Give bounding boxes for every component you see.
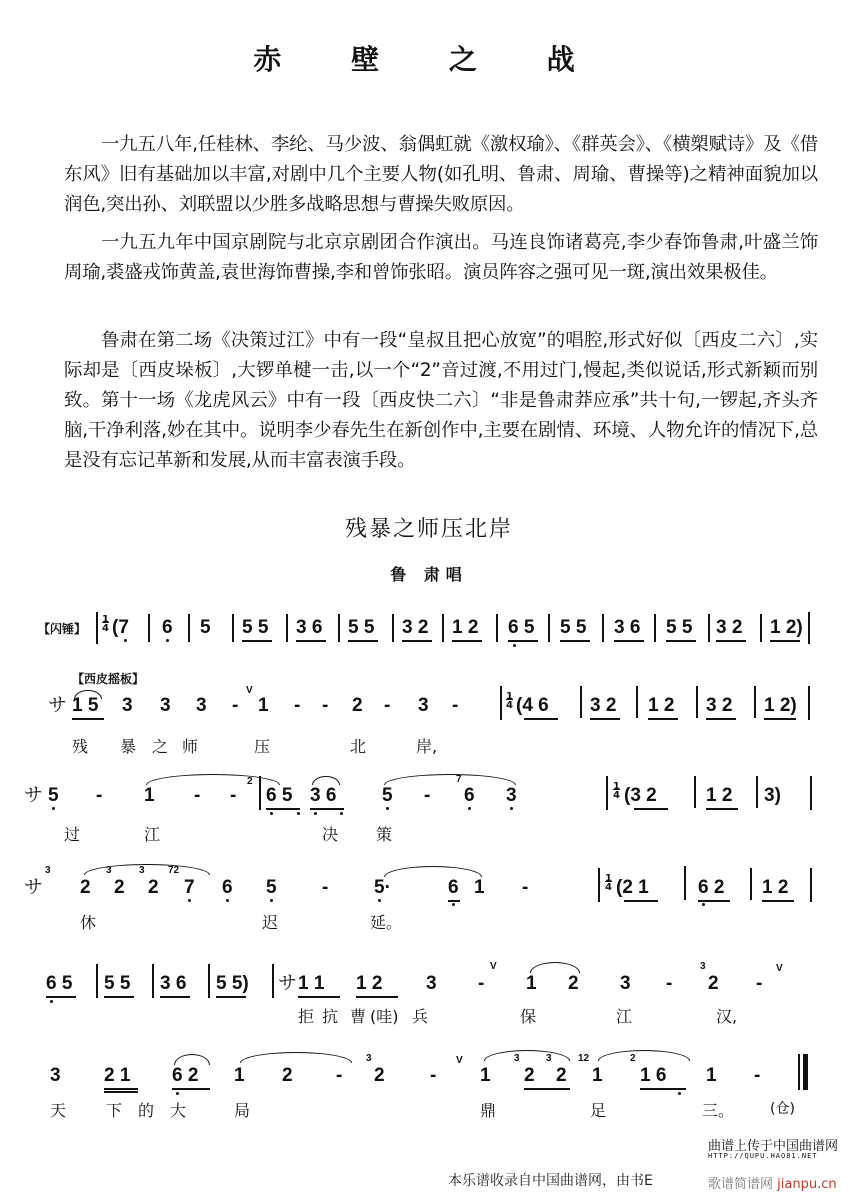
note: 1 5 <box>72 695 99 716</box>
lyric: 鼎 <box>480 1101 497 1120</box>
note: 6 2 <box>172 1065 199 1086</box>
underline <box>298 996 340 998</box>
barline <box>598 868 600 902</box>
barline <box>500 686 502 720</box>
lyric: 江 <box>616 1007 633 1026</box>
slur <box>484 1050 570 1061</box>
breath-mark: V <box>456 1055 463 1066</box>
note: 3 <box>160 695 171 716</box>
note: (4 6 <box>516 695 549 716</box>
low-octave-dot <box>340 812 343 815</box>
barline <box>708 614 710 642</box>
barline <box>694 776 696 808</box>
note: - <box>96 785 103 806</box>
underline <box>172 1088 210 1090</box>
note: 5 <box>266 877 277 898</box>
note: 1 2 <box>762 877 789 898</box>
underline <box>666 640 696 642</box>
note: 5 <box>48 785 59 806</box>
underline <box>356 996 398 998</box>
barline <box>96 612 98 644</box>
grace-note: 12 <box>578 1053 590 1064</box>
free-meter-sign: サ <box>24 877 44 898</box>
note: 1 2) <box>764 695 797 716</box>
barline <box>754 686 756 718</box>
grace-note: 3 <box>700 961 706 972</box>
grace-note: 3 <box>139 865 145 876</box>
note: 3 <box>620 973 631 994</box>
note: - <box>478 973 485 994</box>
singer-credit: 鲁 肃唱 <box>390 565 468 584</box>
note: 6 <box>464 785 475 806</box>
note: - <box>666 973 673 994</box>
note: 2 <box>148 877 159 898</box>
free-meter-sign: サ <box>24 785 44 806</box>
note: 5 <box>382 785 393 806</box>
low-octave-dot <box>378 899 381 902</box>
underline <box>640 1088 686 1090</box>
slur <box>312 776 340 785</box>
lyric: (哇) <box>370 1007 399 1026</box>
barline <box>232 614 234 642</box>
note: 2 <box>80 877 91 898</box>
underline <box>706 808 738 810</box>
lyric: 过 <box>64 825 81 844</box>
underline <box>624 900 658 902</box>
slur <box>530 962 580 973</box>
lyric: 残 <box>72 737 89 756</box>
note: 3 2 <box>716 617 743 638</box>
underline <box>448 900 460 902</box>
note: 6 <box>162 617 173 638</box>
low-octave-dot <box>176 1092 179 1095</box>
low-octave-dot <box>468 807 471 810</box>
underline <box>452 640 482 642</box>
barline <box>96 964 98 998</box>
note: 3 6 <box>310 785 337 806</box>
lyric: 决 <box>322 825 339 844</box>
note: - <box>424 785 431 806</box>
lyric: 汉, <box>716 1007 738 1026</box>
note: 5 5 <box>348 617 375 638</box>
note: 1 <box>706 1065 717 1086</box>
low-octave-dot <box>52 807 55 810</box>
note: 3 <box>122 695 133 716</box>
page-title: 赤 壁 之 战 <box>253 43 605 76</box>
note: 1 2 <box>706 785 733 806</box>
note: 1 <box>144 785 155 806</box>
barline <box>272 964 274 998</box>
note: 7 <box>184 877 195 898</box>
low-octave-dot <box>452 903 455 906</box>
final-barline-thick <box>803 1054 808 1090</box>
underline <box>46 996 76 998</box>
note: 2 <box>568 973 579 994</box>
barline <box>442 614 444 642</box>
barline <box>338 614 340 642</box>
note: 1 2 <box>452 617 479 638</box>
note: 1 <box>526 973 537 994</box>
breath-mark: V <box>246 685 253 696</box>
time-signature: 1 4 <box>613 781 620 801</box>
note: 3) <box>764 785 781 806</box>
breath-mark: V <box>490 961 497 972</box>
lyric: 足 <box>590 1101 607 1120</box>
barline <box>684 866 686 900</box>
underline <box>310 808 344 810</box>
footer-source-text: 本乐谱收录自中国曲谱网，由书E <box>448 1173 653 1189</box>
low-octave-dot <box>297 812 300 815</box>
underline <box>104 1091 138 1093</box>
lyric: 的 <box>138 1101 155 1120</box>
underline <box>524 718 558 720</box>
barline <box>654 614 656 642</box>
lyric: 天 <box>50 1101 67 1120</box>
underline <box>104 1088 138 1090</box>
underline <box>296 640 326 642</box>
underline <box>402 640 432 642</box>
low-octave-dot <box>188 899 191 902</box>
note: 1 2 <box>356 973 383 994</box>
note: - <box>194 785 201 806</box>
note: 6 <box>222 877 233 898</box>
time-signature: 1 4 <box>102 614 109 634</box>
note: - <box>322 695 329 716</box>
note: 3 6 <box>296 617 323 638</box>
slur <box>84 864 210 875</box>
note: - <box>384 695 391 716</box>
note: 6 <box>448 877 459 898</box>
lyric: 兵 <box>412 1007 429 1026</box>
note: (7 <box>112 617 129 638</box>
breath-mark: V <box>776 963 783 974</box>
lyric: 休 <box>80 913 97 932</box>
note: 5 5) <box>216 973 249 994</box>
note: 5· <box>374 877 391 898</box>
slur <box>384 774 516 785</box>
note: 6 2 <box>698 877 725 898</box>
barline <box>259 776 261 810</box>
note: 2 <box>524 1065 535 1086</box>
lyric: 师 <box>182 737 199 756</box>
underline <box>508 640 538 642</box>
low-octave-dot <box>270 899 273 902</box>
barline <box>756 776 758 808</box>
note: (3 2 <box>624 785 657 806</box>
underline <box>348 640 378 642</box>
note: 1 2) <box>770 617 803 638</box>
lyric: 拒 <box>298 1007 315 1026</box>
note: 2 1 <box>104 1065 131 1086</box>
lyric: 江 <box>144 825 161 844</box>
note: 5 5 <box>560 617 587 638</box>
barline <box>602 614 604 642</box>
underline <box>524 1088 570 1090</box>
note: - <box>336 1065 343 1086</box>
lyric: 大 <box>170 1101 187 1120</box>
low-octave-dot <box>702 903 705 906</box>
watermark-line-1: 曲谱上传于中国曲谱网 <box>708 1139 839 1154</box>
underline <box>590 718 620 720</box>
low-octave-dot <box>50 1000 53 1003</box>
note: 2 <box>556 1065 567 1086</box>
watermark-jianpu: 歌谱简谱网 jianpu.cn <box>708 1177 837 1192</box>
lyric: 策 <box>376 825 393 844</box>
note: - <box>756 973 763 994</box>
low-octave-dot <box>678 1092 681 1095</box>
low-octave-dot <box>124 639 127 642</box>
lyric: 暴 <box>120 737 137 756</box>
low-octave-dot <box>226 899 229 902</box>
underline <box>72 718 104 720</box>
note: 5 5 <box>666 617 693 638</box>
slur <box>598 1050 690 1061</box>
note: 1 6 <box>640 1065 667 1086</box>
barline <box>810 868 812 902</box>
low-octave-dot <box>270 812 273 815</box>
note: 6 5 <box>508 617 535 638</box>
underline <box>266 808 300 810</box>
note: 5 <box>200 617 211 638</box>
note: (2 1 <box>616 877 649 898</box>
paragraph-3: 鲁肃在第二场《决策过江》中有一段“皇叔且把心放宽”的唱腔,形式好似〔西皮二六〕,实际却是〔西皮垛板〕,大锣单楗一击,以一个“2”音过渡,不用过门,慢起,类似说话,形式新颖而别致。第十一场《龙虎风云》中有一段〔西皮快二六〕“非是鲁肃莽应承”共十句,一锣起,齐头齐脑,干净利落,妙在其中。说明李少春先生在新创作中,主要在剧情、环境、人物允许的情况下,总是没有忘记革新和发展,从而丰富表演手段。 <box>64 330 818 471</box>
underline <box>706 718 736 720</box>
lyric: 岸, <box>416 737 438 756</box>
note: 2 <box>374 1065 385 1086</box>
barline <box>750 868 752 900</box>
lyric: 下 <box>106 1101 123 1120</box>
slur <box>174 1054 210 1065</box>
note: 5 5 <box>104 973 131 994</box>
barline <box>606 776 608 810</box>
note: 2 <box>114 877 125 898</box>
barline <box>148 614 150 642</box>
grace-note: 3 <box>45 865 51 876</box>
barline <box>636 686 638 718</box>
underline <box>648 718 678 720</box>
note: 3 6 <box>160 973 187 994</box>
note: 1 <box>234 1065 245 1086</box>
time-signature: 1 4 <box>506 691 513 711</box>
underline <box>770 640 800 642</box>
note: 3 2 <box>590 695 617 716</box>
note: 3 2 <box>706 695 733 716</box>
underline <box>634 808 668 810</box>
intro-tag: 【闪锤】 <box>38 622 87 636</box>
grace-note: 3 <box>546 1053 552 1064</box>
note: - <box>322 877 329 898</box>
note: 3 6 <box>614 617 641 638</box>
barline <box>580 686 582 718</box>
note: 3 2 <box>402 617 429 638</box>
watermark-url: HTTP://QUPU.HAO81.NET <box>708 1152 818 1160</box>
note: - <box>452 695 459 716</box>
note: 5 5 <box>242 617 269 638</box>
lyric: 压 <box>254 737 271 756</box>
slur <box>240 1052 352 1063</box>
note: 2 <box>282 1065 293 1086</box>
note: 6 5 <box>266 785 293 806</box>
time-signature: 1 4 <box>605 873 612 893</box>
barline <box>808 686 810 720</box>
lyric: 之 <box>152 737 169 756</box>
note: - <box>754 1065 761 1086</box>
barline <box>208 964 210 998</box>
underline <box>104 996 134 998</box>
low-octave-dot <box>513 644 516 647</box>
final-barline-thin <box>798 1054 800 1090</box>
barline <box>810 776 812 810</box>
barline <box>760 614 762 642</box>
barline <box>286 614 288 642</box>
low-octave-dot <box>510 807 513 810</box>
note: 3 <box>506 785 517 806</box>
note: 3 <box>196 695 207 716</box>
lyric: (仓) <box>770 1101 795 1117</box>
barline <box>188 614 190 642</box>
grace-note: 3 <box>366 1053 372 1064</box>
note: 1 <box>592 1065 603 1086</box>
free-meter-sign: サ <box>48 695 68 716</box>
note: 2 <box>352 695 363 716</box>
lyric: 局 <box>234 1101 251 1120</box>
barline <box>808 612 810 644</box>
barline <box>548 614 550 642</box>
grace-note: 3 <box>106 865 112 876</box>
underline <box>216 996 246 998</box>
grace-note: 7 <box>456 774 462 785</box>
lyric: 北 <box>350 737 367 756</box>
barline <box>496 614 498 642</box>
note: 1 <box>480 1065 491 1086</box>
note: 1 2 <box>648 695 675 716</box>
underline <box>764 718 796 720</box>
paragraph-1: 一九五八年,任桂林、李纶、马少波、翁偶虹就《激权瑜》、《群英会》、《横槊赋诗》及《借东风》旧有基础加以丰富,对剧中几个主要人物(如孔明、鲁肃、周瑜、曹操等)之精神面貌加以润色,突出孙、刘联盟以少胜多战略思想与曹操失败原因。 <box>64 134 818 215</box>
underline <box>698 900 730 902</box>
note: - <box>232 695 239 716</box>
underline <box>762 900 794 902</box>
note: 3 <box>50 1065 61 1086</box>
underline <box>614 640 644 642</box>
grace-note: 2 <box>247 776 253 787</box>
note: 6 5 <box>46 973 73 994</box>
low-octave-dot <box>314 812 317 815</box>
lyric: 延。 <box>370 913 403 932</box>
underline <box>160 996 190 998</box>
note: - <box>430 1065 437 1086</box>
banshi-tag: 【西皮摇板】 <box>72 672 145 686</box>
low-octave-dot <box>386 807 389 810</box>
underline <box>716 640 746 642</box>
free-meter-sign: サ <box>278 973 298 994</box>
note: 1 1 <box>298 973 325 994</box>
slur <box>384 866 482 877</box>
paragraph-2: 一九五九年中国京剧院与北京京剧团合作演出。马连良饰诸葛亮,李少春饰鲁肃,叶盛兰饰周瑜,裘盛戎饰黄盖,袁世海饰曹操,李和曾饰张昭。演员阵容之强可见一斑,演出效果极佳。 <box>64 232 818 283</box>
underline <box>242 640 272 642</box>
lyric: 曹 <box>350 1007 367 1026</box>
lyric: 迟 <box>262 913 279 932</box>
barline <box>152 964 154 998</box>
note: 1 <box>258 695 269 716</box>
low-octave-dot <box>166 639 169 642</box>
note: 3 <box>418 695 429 716</box>
note: 1 <box>474 877 485 898</box>
note: - <box>230 785 237 806</box>
barline <box>696 686 698 718</box>
grace-note: 72 <box>168 865 180 876</box>
lyric: 保 <box>520 1007 537 1026</box>
barline <box>392 614 394 642</box>
note: - <box>522 877 529 898</box>
lyric: 三。 <box>702 1101 735 1120</box>
note: - <box>294 695 301 716</box>
grace-note: 3 <box>514 1053 520 1064</box>
note: 2 <box>708 973 719 994</box>
grace-note: 2 <box>630 1053 636 1064</box>
song-title: 残暴之师压北岸 <box>344 517 513 542</box>
lyric: 抗 <box>322 1007 339 1026</box>
underline <box>560 640 590 642</box>
note: 3 <box>426 973 437 994</box>
